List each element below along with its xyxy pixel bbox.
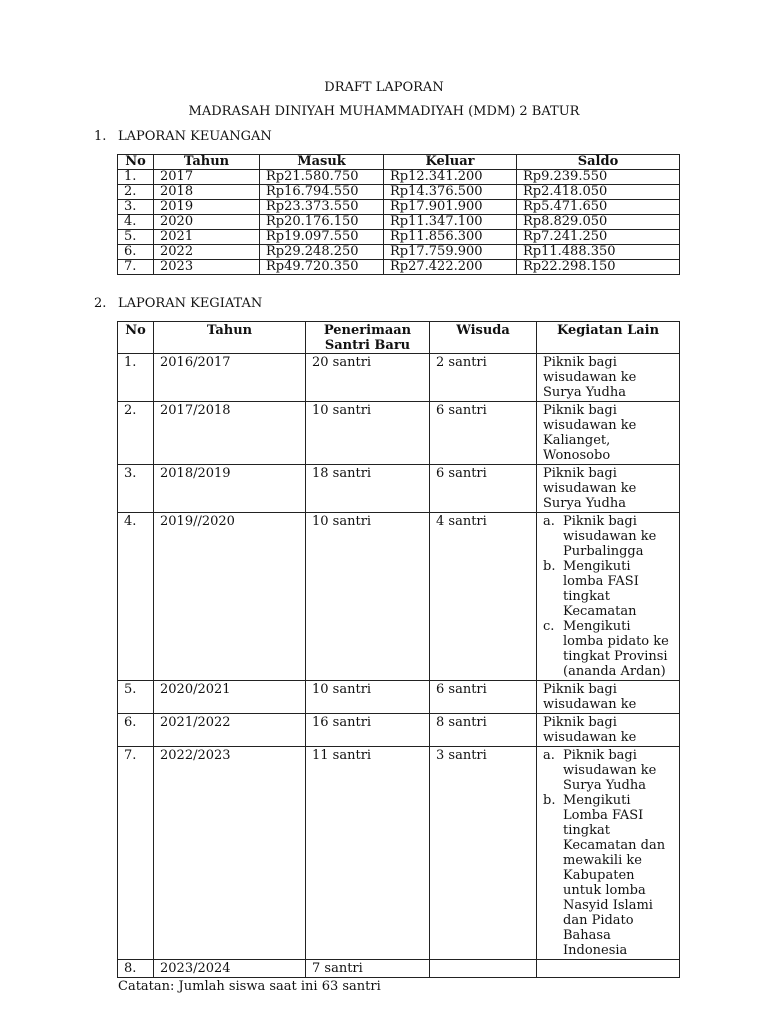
activity-cell: Piknik bagi wisudawan ke Surya Yudha [537,465,680,513]
activity-cell: Piknik bagi wisudawan ke [537,714,680,747]
column-header: Tahun [154,322,306,354]
table-cell: 16 santri [306,714,430,747]
table-cell: Rp12.341.200 [384,170,517,185]
table-cell: 7 santri [306,960,430,978]
column-header: Saldo [517,155,680,170]
table-cell: 8. [118,960,154,978]
finance-header-row [118,155,680,170]
table-row [118,215,680,230]
document-title: DRAFT LAPORAN [324,80,444,95]
table-cell: Rp11.488.350 [517,245,680,260]
list-text: Mengikuti Lomba FASI tingkat Kecamatan dan mewakili ke Kabupaten untuk lomba Nasyid Islami dan Pidato Bahasa Indonesia [563,793,666,958]
table-cell: Rp11.347.100 [384,215,517,230]
activity-header-row [118,322,680,354]
finance-table [117,154,680,275]
table-cell: 6 santri [430,465,537,513]
table-row [118,960,680,978]
table-cell: 4. [118,513,154,681]
table-cell: 1. [118,354,154,402]
table-cell: 4 santri [430,513,537,681]
table-cell: Rp17.901.900 [384,200,517,215]
table-cell: 2019 [154,200,260,215]
list-marker: c. [543,619,555,634]
table-cell: 2021/2022 [154,714,306,747]
table-row [118,681,680,714]
table-row [118,170,680,185]
list-text: Mengikuti lomba pidato ke tingkat Provinsi (ananda Ardan) [563,619,669,679]
document-subtitle: MADRASAH DINIYAH MUHAMMADIYAH (MDM) 2 BATUR [188,104,580,119]
table-cell: Rp2.418.050 [517,185,680,200]
list-text: Piknik bagi wisudawan ke Purbalingga [563,514,657,559]
table-cell: 6 santri [430,681,537,714]
list-marker: a. [543,514,555,529]
table-cell: 10 santri [306,513,430,681]
table-cell: 2023/2024 [154,960,306,978]
table-cell: 2022/2023 [154,747,306,960]
table-cell: 5. [118,230,154,245]
table-cell: 10 santri [306,402,430,465]
table-cell: Rp27.422.200 [384,260,517,275]
column-header: Wisuda [430,322,537,354]
table-cell: Rp11.856.300 [384,230,517,245]
list-marker: b. [543,559,556,574]
table-cell: 3 santri [430,747,537,960]
table-cell: 8 santri [430,714,537,747]
table-cell: Rp19.097.550 [260,230,384,245]
table-cell: 2018/2019 [154,465,306,513]
table-cell: 2020 [154,215,260,230]
activity-cell [537,960,680,978]
table-row [118,513,680,681]
column-header: Keluar [384,155,517,170]
table-row [118,714,680,747]
table-row [118,185,680,200]
table-cell: 2018 [154,185,260,200]
list-item [543,793,673,958]
activity-cell: Piknik bagi wisudawan ke Kalianget, Wonosobo [537,402,680,465]
table-cell: 6 santri [430,402,537,465]
activity-cell [537,747,680,960]
table-cell: Rp29.248.250 [260,245,384,260]
column-header: Penerimaan Santri Baru [306,322,430,354]
table-cell [430,960,537,978]
column-header: Kegiatan Lain [537,322,680,354]
table-cell: Rp8.829.050 [517,215,680,230]
table-cell: 11 santri [306,747,430,960]
table-cell: Rp17.759.900 [384,245,517,260]
table-cell: Rp16.794.550 [260,185,384,200]
activity-cell: Piknik bagi wisudawan ke [537,681,680,714]
table-cell: 6. [118,245,154,260]
table-cell: 2020/2021 [154,681,306,714]
table-cell: 2023 [154,260,260,275]
list-item [543,748,673,793]
list-item [543,619,673,679]
list-marker: b. [543,793,556,808]
table-cell: 2. [118,402,154,465]
table-cell: 4. [118,215,154,230]
table-cell: 18 santri [306,465,430,513]
table-cell: Rp7.241.250 [517,230,680,245]
list-marker: a. [543,748,555,763]
table-row [118,200,680,215]
column-header: Tahun [154,155,260,170]
section1-number: 1. [94,129,107,144]
table-cell: Rp9.239.550 [517,170,680,185]
table-cell: 2016/2017 [154,354,306,402]
column-header: No [118,155,154,170]
note-text: Catatan: Jumlah siswa saat ini 63 santri [118,979,381,994]
activity-table [117,321,680,978]
table-cell: 10 santri [306,681,430,714]
table-row [118,465,680,513]
table-cell: 2022 [154,245,260,260]
column-header: No [118,322,154,354]
table-row [118,260,680,275]
section2-heading: LAPORAN KEGIATAN [118,296,263,311]
table-cell: Rp20.176.150 [260,215,384,230]
table-cell: 2017/2018 [154,402,306,465]
section2-number: 2. [94,296,107,311]
activity-cell: Piknik bagi wisudawan ke Surya Yudha [537,354,680,402]
list-item [543,514,673,559]
table-row [118,354,680,402]
table-cell: 20 santri [306,354,430,402]
table-cell: Rp22.298.150 [517,260,680,275]
table-row [118,402,680,465]
list-item [543,559,673,619]
activity-cell [537,513,680,681]
table-cell: 3. [118,465,154,513]
table-cell: Rp14.376.500 [384,185,517,200]
activity-list [543,514,673,679]
table-row [118,230,680,245]
table-cell: 7. [118,260,154,275]
table-row [118,245,680,260]
table-cell: 2. [118,185,154,200]
table-cell: 1. [118,170,154,185]
table-cell: 2019//2020 [154,513,306,681]
table-cell: 6. [118,714,154,747]
table-cell: 2017 [154,170,260,185]
table-row [118,747,680,960]
list-text: Piknik bagi wisudawan ke Surya Yudha [563,748,657,793]
column-header: Masuk [260,155,384,170]
section1-heading: LAPORAN KEUANGAN [118,129,272,144]
table-cell: Rp23.373.550 [260,200,384,215]
table-cell: Rp5.471.650 [517,200,680,215]
table-cell: 7. [118,747,154,960]
table-cell: Rp49.720.350 [260,260,384,275]
activity-list [543,748,673,958]
table-cell: 5. [118,681,154,714]
table-cell: Rp21.580.750 [260,170,384,185]
table-cell: 2021 [154,230,260,245]
list-text: Mengikuti lomba FASI tingkat Kecamatan [563,559,639,619]
table-cell: 2 santri [430,354,537,402]
table-cell: 3. [118,200,154,215]
